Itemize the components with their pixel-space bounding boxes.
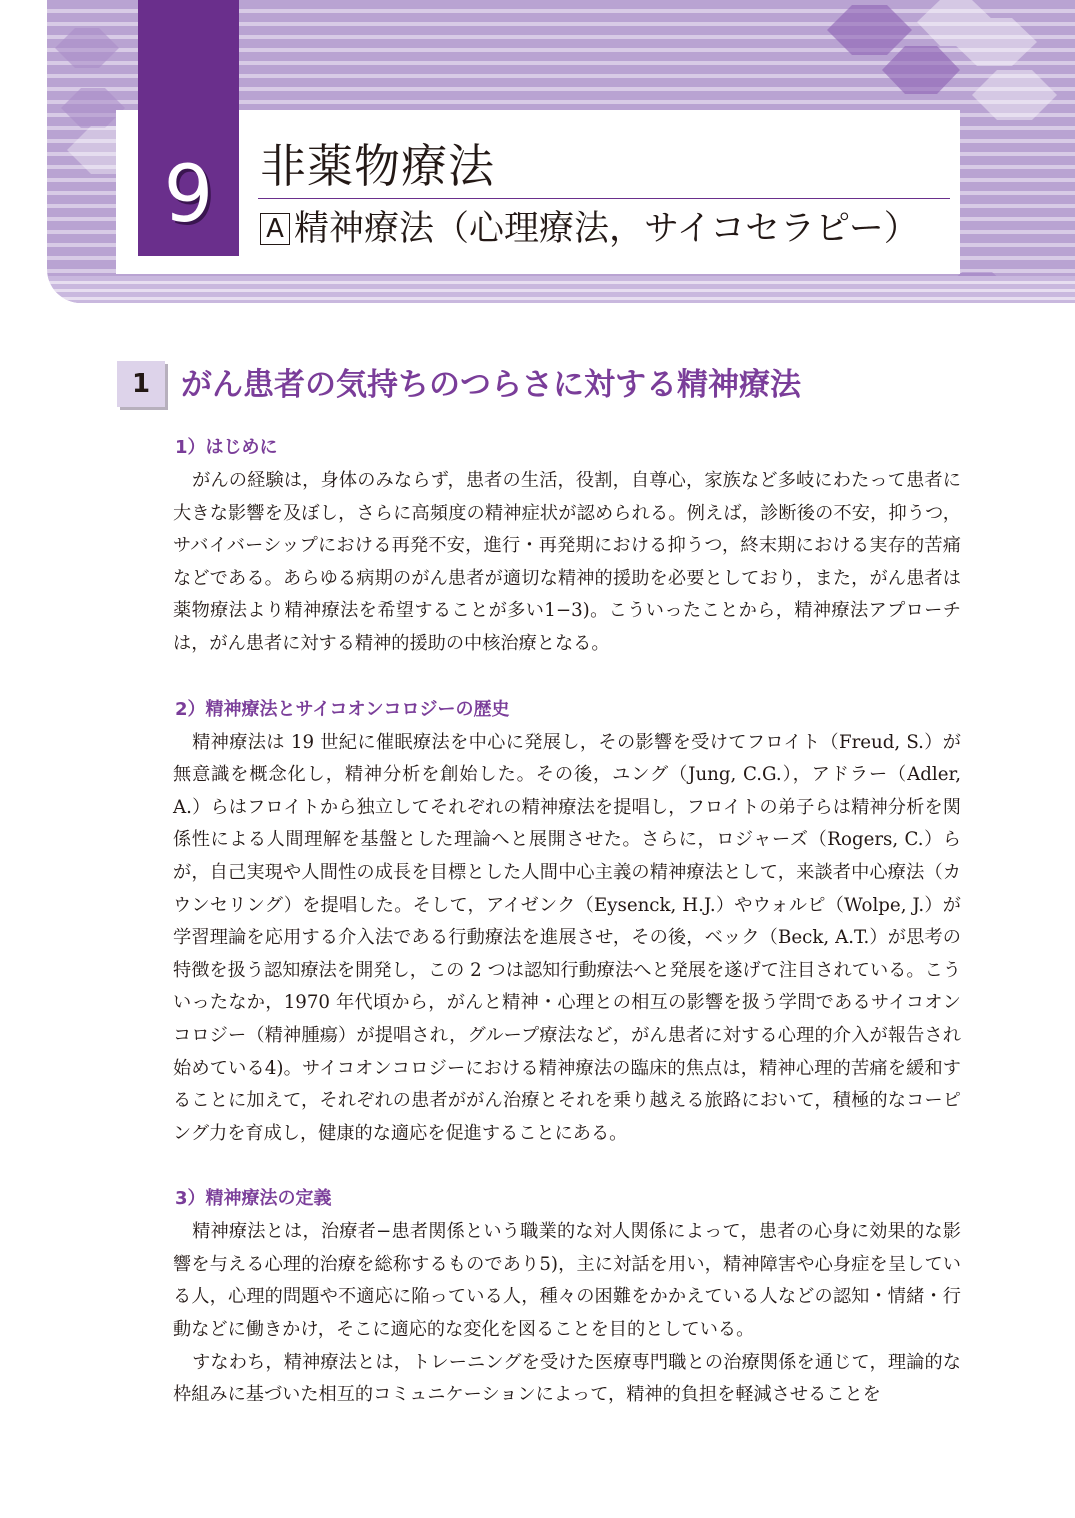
paragraph: すなわち，精神療法とは，トレーニングを受けた医療専門職との治療関係を通じて，理論的な枠組みに基づいた相互的コミュニケーションによって，精神的負担を軽減させることを (173, 1351, 961, 1406)
paragraph: 精神療法とは，治療者−患者関係という職業的な対人関係によって，患者の心身に効果的な影響を与える心理的治療を総称するものであり5)，主に対話を用い，精神障害や心身症を呈している人，心理的問題や不適応に陥っている人，種々の困難をかかえている人などの認知・情緒・行動などに働きかけ，そこに適応的な変化を図ることを目的としている。 (173, 1221, 961, 1341)
chapter-subtitle-text: 精神療法（心理療法，サイコセラピー） (294, 209, 919, 249)
subsection-heading: 1）はじめに (175, 437, 278, 458)
subsection-heading: 2）精神療法とサイコオンコロジーの歴史 (175, 698, 510, 720)
subsection-heading: 3）精神療法の定義 (175, 1188, 332, 1210)
section-number-badge: 1 (117, 361, 165, 407)
chapter-number: 9 (163, 150, 214, 240)
paragraph: 精神療法は 19 世紀に催眠療法を中心に発展し，その影響を受けてフロイト（Freud, S.）が無意識を概念化し，精神分析を創始した。その後，ユング（Jung, C.G.），アドラー（Adler, A.）らはフロイトから独立してそれぞれの精神療法を提唱し，フロイトの弟子らは精神分析を関係性による人間理解を基盤とした理論へと展開させた。さらに，ロジャーズ（Rogers, C.）らが，自己実現や人間性の成長を目標とした人間中心主義の精神療法として，来談者中心療法（カウンセリング）を提唱した。そして，アイゼンク（Eysenck, H.J.）やウォルピ（Wolpe, J.）が学習理論を応用する介入法である行動療法を進展させ，その後，ベック（Beck, A.T.）が思考の特徴を扱う認知療法を開発し，この 2 つは認知行動療法へと発展を遂げて注目されている。こういったなか，1970 年代頃から，がんと精神・心理との相互の影響を扱う学問であるサイコオンコロジー（精神腫瘍）が提唱され，グループ療法など，がん患者に対する心理的介入が報告され始めている4)。サイコオンコロジーにおける精神療法の臨床的焦点は，精神心理的苦痛を緩和することに加えて，それぞれの患者ががん治療とそれを乗り越える旅路において，積極的なコーピング力を育成し，健康的な適応を促進することにある。 (173, 731, 961, 1144)
hexagon-shape (827, 5, 912, 55)
paragraph: がんの経験は，身体のみならず，患者の生活，役割，自尊心，家族など多岐にわたって患者に大きな影響を及ぼし，さらに高頻度の精神症状が認められる。例えば，診断後の不安，抑うつ，サバイバーシップにおける再発不安，進行・再発期における抑うつ，終末期における実存的苦痛などである。あらゆる病期のがん患者が適切な精神的援助を必要としており，また，がん患者は薬物療法より精神療法を希望することが多い1−3)。こういったことから，精神療法アプローチは，がん患者に対する精神的援助の中核治療となる。 (173, 470, 961, 654)
subtitle-letter-box: A (260, 213, 290, 245)
chapter-title: 非薬物療法 (260, 139, 495, 193)
section-title: がん患者の気持ちのつらさに対する精神療法 (181, 367, 801, 403)
title-divider (258, 198, 950, 199)
hexagon-shape (972, 70, 1057, 120)
hexagon-shape (55, 28, 119, 68)
article-body (173, 431, 961, 1412)
band-bottom-stripes (47, 276, 1075, 303)
chapter-subtitle (260, 204, 919, 254)
hexagon-shape (882, 46, 960, 94)
